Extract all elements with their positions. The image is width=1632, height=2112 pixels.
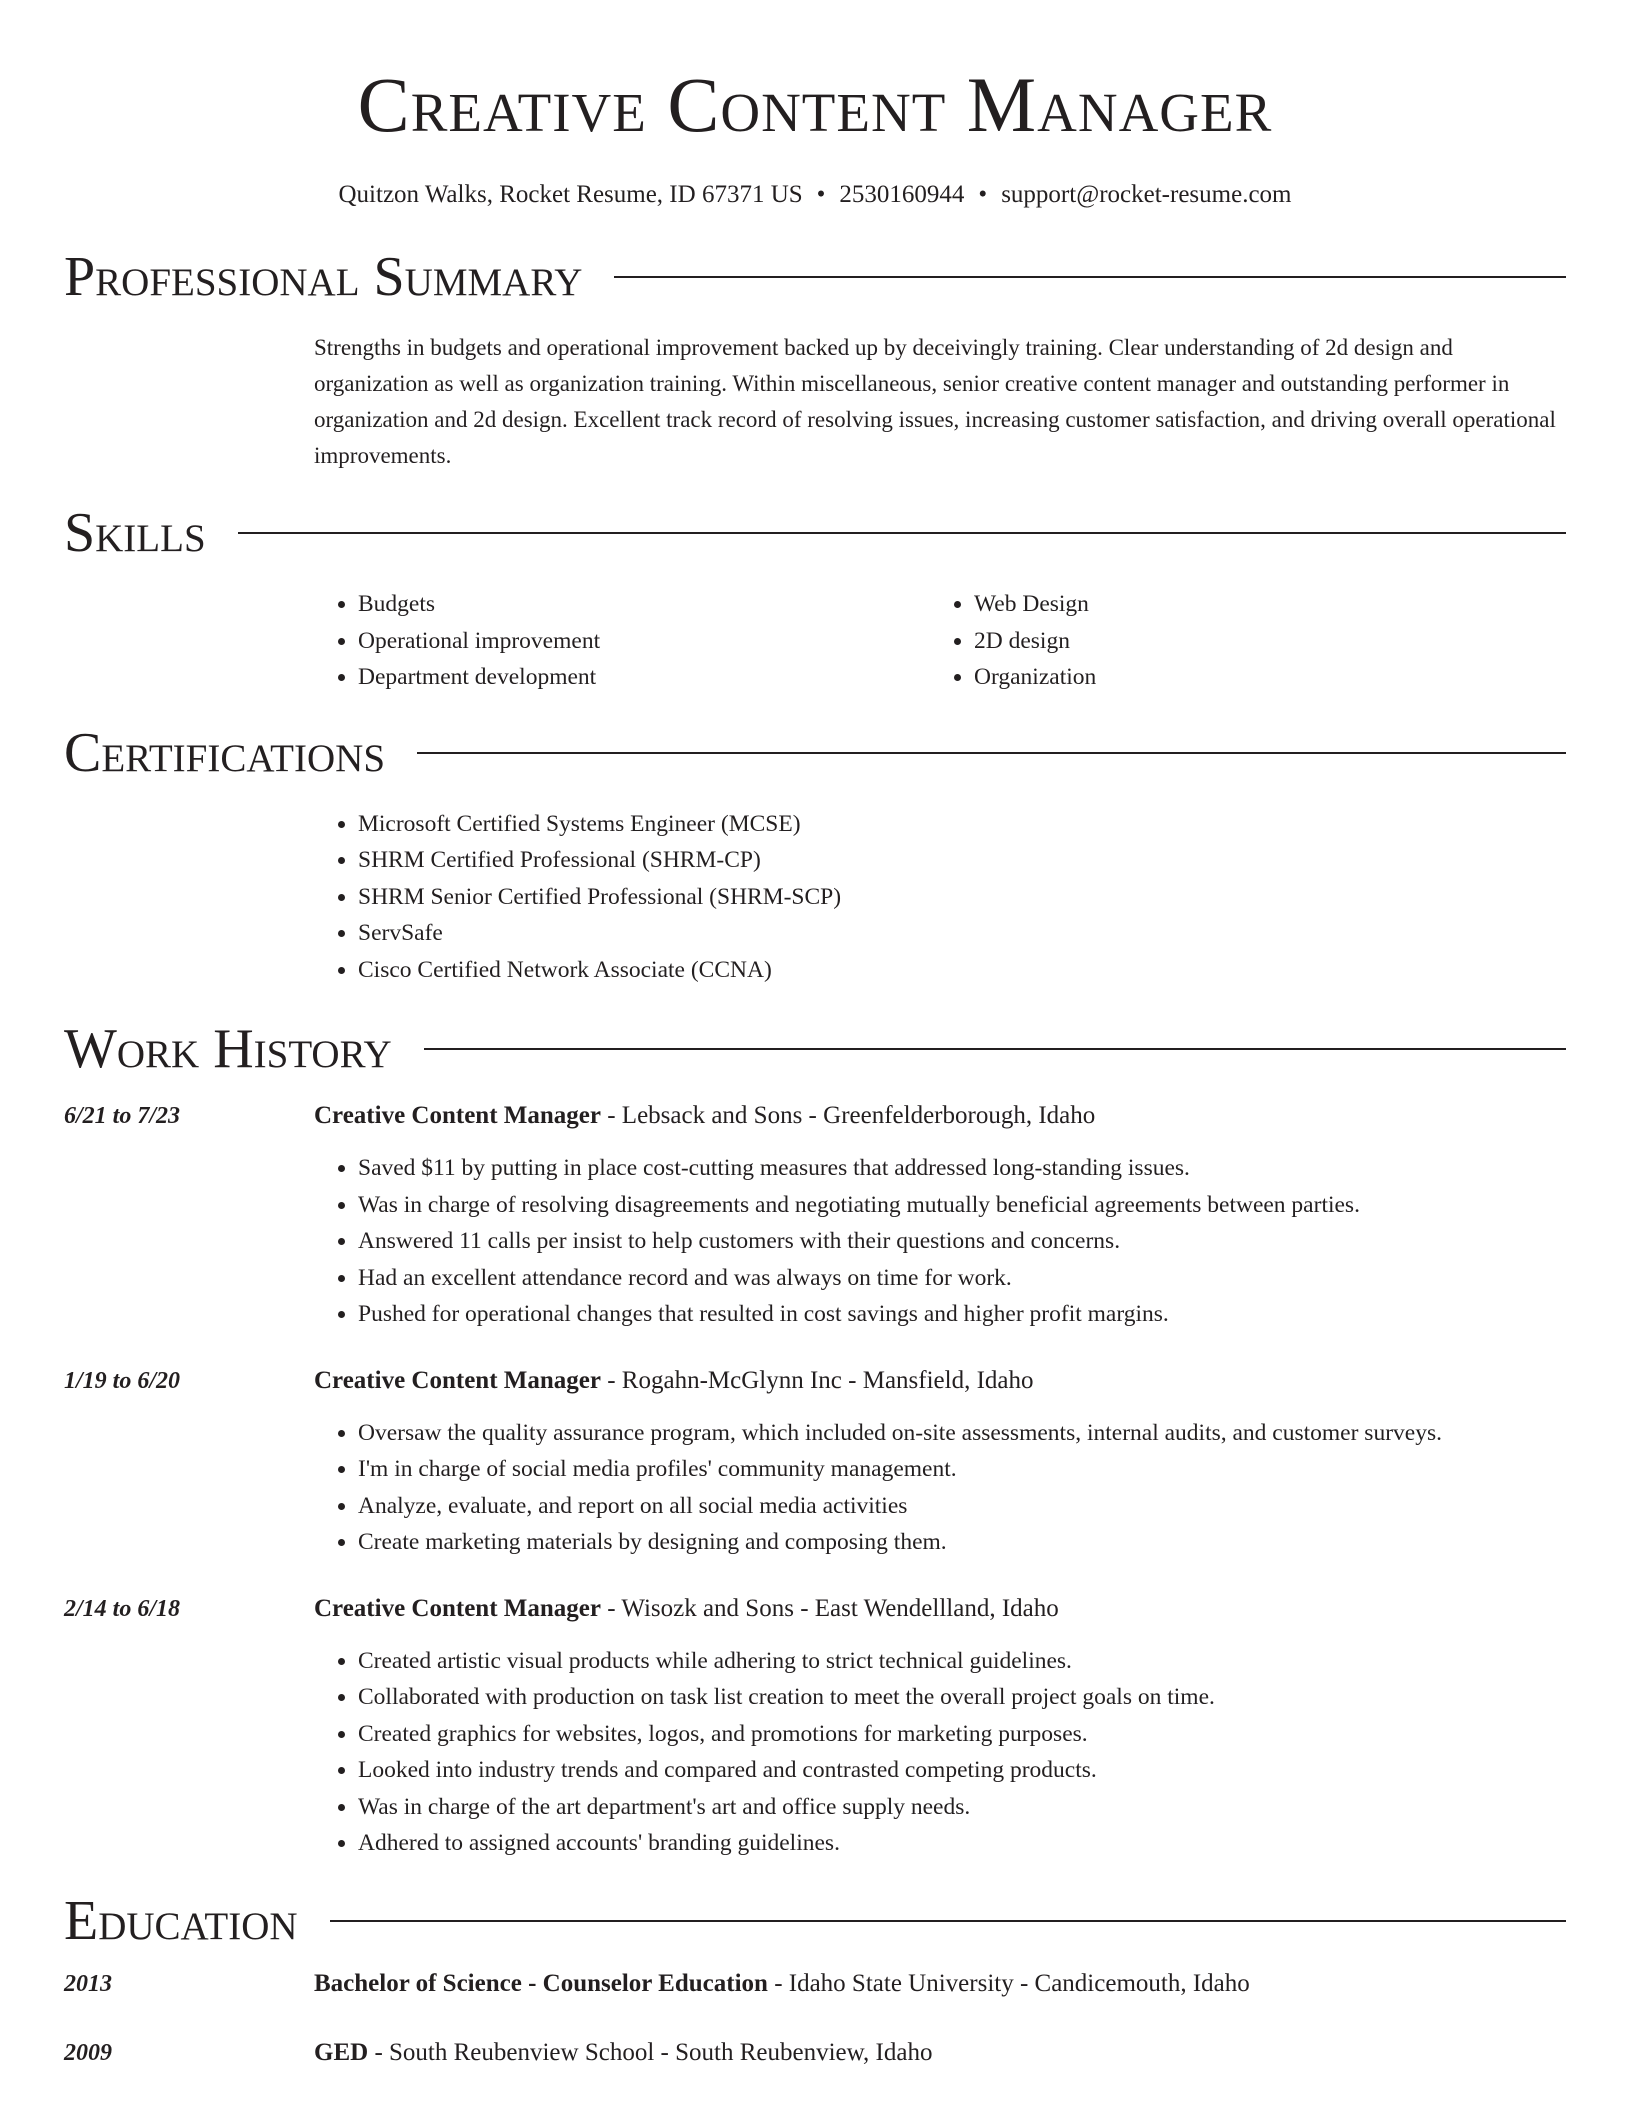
job-body (314, 1591, 1566, 1862)
education-year: 2013 (64, 1970, 112, 1997)
certification-item: • Microsoft Certified Systems Engineer (MCSE) (358, 806, 1566, 843)
skill-item: • 2D design (974, 623, 1566, 660)
job-bullet: • Analyze, evaluate, and report on all social media activities (358, 1488, 1566, 1525)
skill-item: • Organization (974, 659, 1566, 696)
certification-item: • ServSafe (358, 915, 1566, 952)
work-section-title: Work History (64, 1018, 392, 1080)
education-school: - Idaho State University - Candicemouth, Idaho (767, 1969, 1250, 1997)
job-bullet: • Oversaw the quality assurance program, which included on-site assessments, internal audits, and customer surveys. (358, 1415, 1566, 1452)
job-title-line (314, 1363, 1566, 1399)
resume-name: Creative Content Manager (357, 61, 1273, 148)
job-title-line (314, 1591, 1566, 1627)
work-section-header (64, 1018, 1566, 1080)
education-entry (64, 1966, 1566, 2002)
skills-column-left (314, 586, 930, 696)
certifications-section-title: Certifications (64, 721, 386, 784)
job-bullets (314, 1643, 1566, 1862)
summary-content (314, 330, 1566, 474)
job-bullet: • Collaborated with production on task list creation to meet the overall project goals on time. (358, 1679, 1566, 1716)
section-divider (417, 752, 1566, 754)
section-divider (238, 532, 1566, 534)
job-bullet: • Create marketing materials by designing and composing them. (358, 1524, 1566, 1561)
job-title-line (314, 1098, 1566, 1134)
certifications-content (314, 806, 1566, 989)
resume-page (64, 0, 1566, 2071)
section-divider (330, 1920, 1566, 1922)
skills-section-title: Skills (64, 502, 206, 564)
job-bullet: • Pushed for operational changes that resulted in cost savings and higher profit margins. (358, 1296, 1566, 1333)
certifications-list (314, 806, 1566, 989)
contact-address: Quitzon Walks, Rocket Resume, ID 67371 US (338, 181, 803, 208)
job-company: - Rogahn-McGlynn Inc - Mansfield, Idaho (600, 1366, 1034, 1394)
education-body (314, 2035, 1566, 2071)
education-school: - South Reubenview School - South Reubenview, Idaho (368, 2038, 933, 2066)
job-bullets (314, 1150, 1566, 1333)
summary-section-title: Professional Summary (64, 246, 583, 308)
certification-item: • SHRM Certified Professional (SHRM-CP) (358, 842, 1566, 879)
skill-item: • Department development (358, 659, 930, 696)
summary-text: Strengths in budgets and operational improvement backed up by deceivingly training. Clear understanding of 2d design and organization as well as organization training. Within miscellaneous, senior creative content manager and outstanding performer in organization and 2d design. Excellent track record of resolving issues, increasing customer satisfaction, and driving overall operational improvements. (314, 335, 1556, 468)
job-company: - Wisozk and Sons - East Wendellland, Idaho (600, 1594, 1059, 1622)
job-bullet: • Answered 11 calls per insist to help customers with their questions and concerns. (358, 1223, 1566, 1260)
job-bullet: • Was in charge of resolving disagreements and negotiating mutually beneficial agreements between parties. (358, 1187, 1566, 1224)
education-title-line (314, 1966, 1566, 2002)
skill-item: • Operational improvement (358, 623, 930, 660)
education-year: 2009 (64, 2039, 112, 2066)
job-bullet: • I'm in charge of social media profiles' community management. (358, 1451, 1566, 1488)
contact-line (64, 180, 1566, 210)
job-bullet: • Adhered to assigned accounts' branding guidelines. (358, 1825, 1566, 1862)
job-role: Creative Content Manager (314, 1102, 601, 1129)
skill-item: • Budgets (358, 586, 930, 623)
job-bullet: • Had an excellent attendance record and was always on time for work. (358, 1260, 1566, 1297)
job-bullet: • Was in charge of the art department's art and office supply needs. (358, 1789, 1566, 1826)
certification-item: • SHRM Senior Certified Professional (SHRM-SCP) (358, 879, 1566, 916)
education-section-header (64, 1890, 1566, 1952)
job-dates: 2/14 to 6/18 (64, 1595, 181, 1622)
education-title-line (314, 2035, 1566, 2071)
job-body (314, 1363, 1566, 1561)
job-entry (64, 1098, 1566, 1333)
skills-column-right (930, 586, 1566, 696)
section-divider (424, 1048, 1566, 1050)
job-role: Creative Content Manager (314, 1366, 601, 1394)
contact-separator: • (978, 181, 988, 208)
skill-item: • Web Design (974, 586, 1566, 623)
skills-list (314, 586, 1566, 696)
job-bullets (314, 1415, 1566, 1561)
job-body (314, 1098, 1566, 1333)
education-body (314, 1966, 1566, 2002)
section-divider (614, 276, 1566, 278)
job-role: Creative Content Manager (314, 1594, 601, 1622)
summary-section-header (64, 246, 1566, 308)
job-dates: 6/21 to 7/23 (64, 1103, 181, 1129)
contact-separator: • (816, 181, 826, 208)
job-dates: 1/19 to 6/20 (64, 1367, 181, 1394)
certification-item: • Cisco Certified Network Associate (CCNA) (358, 952, 1566, 989)
job-entry (64, 1363, 1566, 1561)
certifications-section-header (64, 722, 1566, 784)
job-bullet: • Saved $11 by putting in place cost-cutting measures that addressed long-standing issues. (358, 1150, 1566, 1187)
contact-email: support@rocket-resume.com (1001, 181, 1292, 208)
job-company: - Lebsack and Sons - Greenfelderborough, Idaho (600, 1102, 1096, 1129)
job-bullet: • Created artistic visual products while adhering to strict technical guidelines. (358, 1643, 1566, 1680)
skills-section-header (64, 502, 1566, 564)
education-section-title: Education (64, 1889, 298, 1952)
education-degree: GED (314, 2038, 369, 2066)
education-entry (64, 2035, 1566, 2071)
job-bullet: • Created graphics for websites, logos, and promotions for marketing purposes. (358, 1716, 1566, 1753)
education-degree: Bachelor of Science - Counselor Education (314, 1969, 768, 1997)
job-entry (64, 1591, 1566, 1862)
job-bullet: • Looked into industry trends and compared and contrasted competing products. (358, 1752, 1566, 1789)
contact-phone: 2530160944 (839, 181, 965, 208)
